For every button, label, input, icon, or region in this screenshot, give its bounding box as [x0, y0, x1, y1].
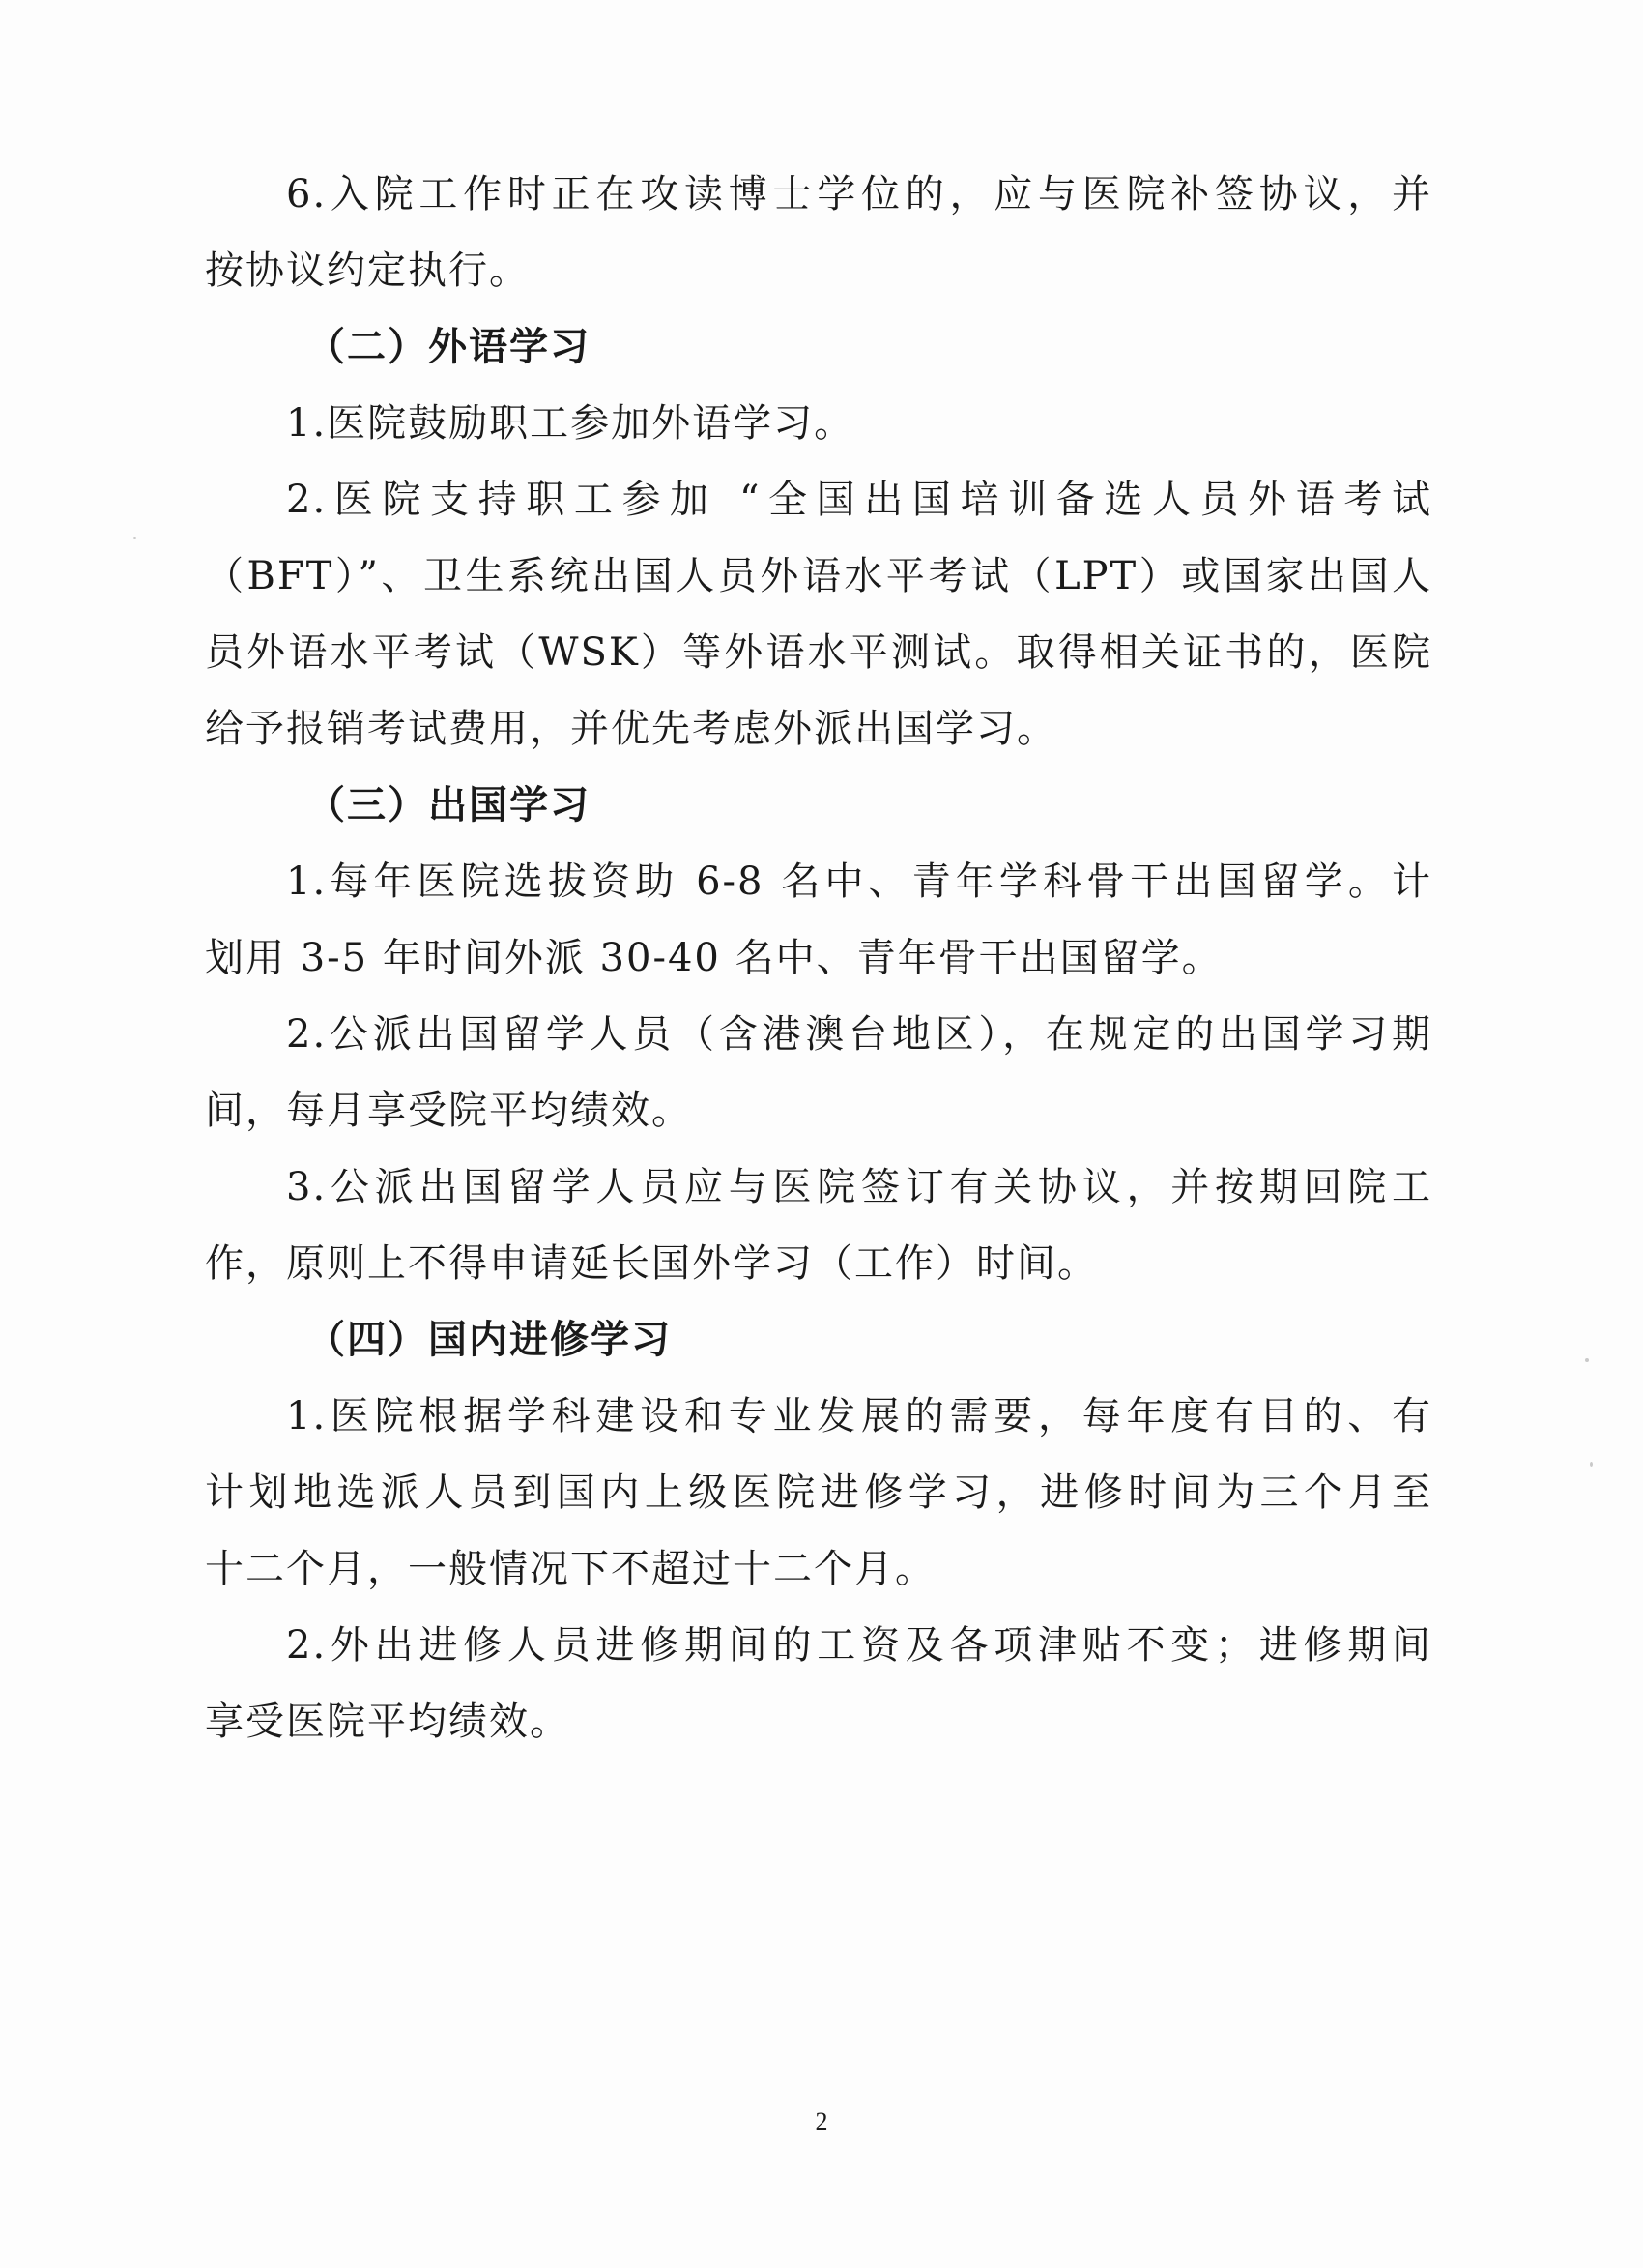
paragraph-line: 按协议约定执行。: [205, 248, 530, 293]
paragraph-line: 给予报销考试费用，并优先考虑外派出国学习。: [205, 707, 1057, 751]
paragraph-line: 1.医院根据学科建设和专业发展的需要，每年度有目的、有: [286, 1394, 1432, 1439]
page-number: 2: [815, 2108, 828, 2136]
paragraph-line: 间，每月享受院平均绩效。: [205, 1089, 692, 1133]
paragraph-line: 享受医院平均绩效。: [205, 1700, 570, 1744]
paragraph-line: 2.公派出国留学人员（含港澳台地区），在规定的出国学习期: [286, 1012, 1432, 1057]
paragraph-line: 6.入院工作时正在攻读博士学位的，应与医院补签协议，并: [286, 172, 1432, 217]
scan-speck: [133, 537, 136, 539]
paragraph-line: 3.公派出国留学人员应与医院签订有关协议，并按期回院工: [286, 1165, 1432, 1209]
paragraph-line: （BFT）”、卫生系统出国人员外语水平考试（LPT）或国家出国人: [205, 554, 1432, 598]
document-body: [205, 169, 1432, 1773]
paragraph-line: 1.每年医院选拔资助 6-8 名中、青年学科骨干出国留学。计: [286, 859, 1432, 904]
paragraph-line: 划用 3-5 年时间外派 30-40 名中、青年骨干出国留学。: [205, 936, 1223, 980]
paragraph-line: 十二个月，一般情况下不超过十二个月。: [205, 1547, 936, 1591]
paragraph-line: 2.医院支持职工参加 “全国出国培训备选人员外语考试: [286, 478, 1432, 522]
paragraph-line: 1.医院鼓励职工参加外语学习。: [286, 401, 855, 446]
paragraph-line: 员外语水平考试（WSK）等外语水平测试。取得相关证书的，医院: [205, 630, 1432, 675]
scan-speck: [1590, 1462, 1593, 1467]
scan-speck: [1585, 1358, 1589, 1362]
section-heading-foreign-language: （二）外语学习: [306, 324, 591, 369]
paragraph-line: 计划地选派人员到国内上级医院进修学习，进修时间为三个月至: [205, 1470, 1432, 1515]
section-heading-domestic-training: （四）国内进修学习: [306, 1317, 672, 1362]
paragraph-line: 作，原则上不得申请延长国外学习（工作）时间。: [205, 1241, 1098, 1286]
paragraph-line: 2.外出进修人员进修期间的工资及各项津贴不变；进修期间: [286, 1623, 1432, 1668]
section-heading-study-abroad: （三）出国学习: [306, 782, 591, 828]
